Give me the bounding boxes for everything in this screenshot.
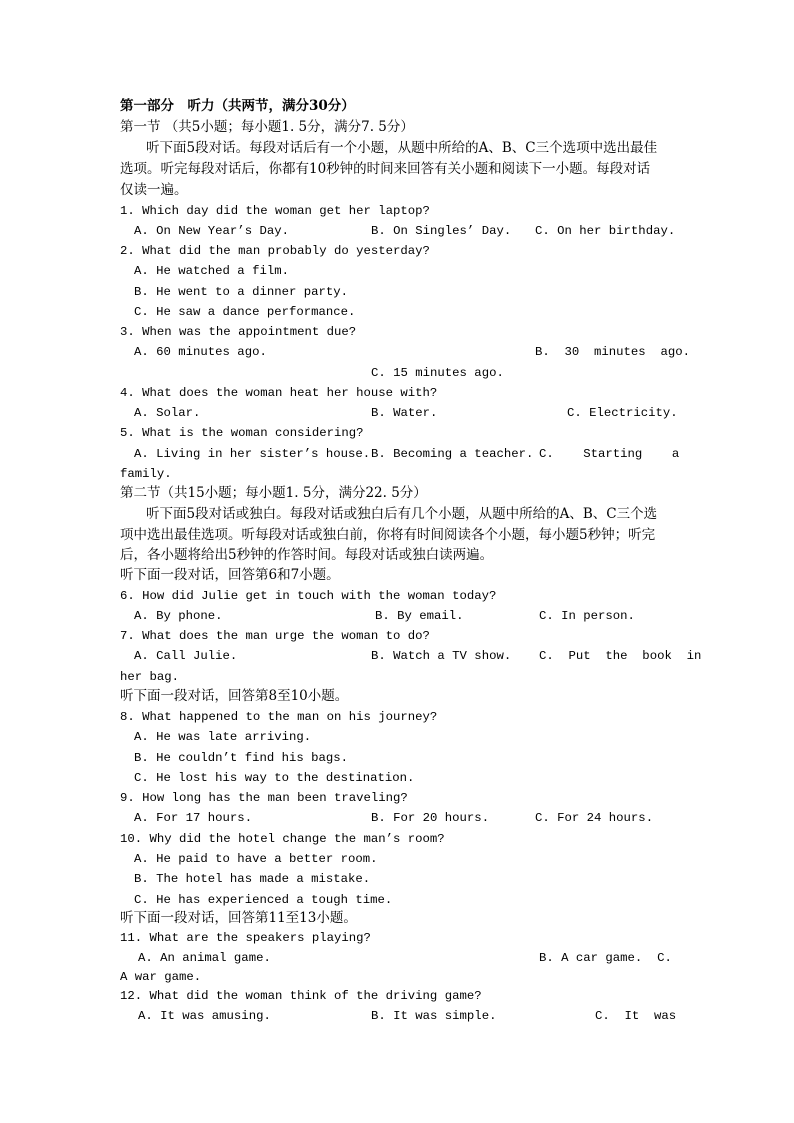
- question-3-stem: 3. When was the appointment due?: [120, 325, 357, 339]
- question-12-option-a: A. It was amusing.: [138, 1009, 271, 1023]
- question-11-option-b: B. A car game. C.: [539, 951, 672, 965]
- question-11-option-a: A. An animal game.: [138, 951, 271, 965]
- question-10-option-a: A. He paid to have a better room.: [134, 852, 378, 866]
- group-heading: 听下面一段对话，回答第6和7小题。: [120, 567, 340, 583]
- question-3-option-a: A. 60 minutes ago.: [134, 345, 267, 359]
- question-12-stem: 12. What did the woman think of the driving game?: [120, 989, 482, 1003]
- question-1-option-b: B. On Singles’ Day.: [371, 224, 512, 238]
- question-6-option-b: B. By email.: [375, 609, 464, 623]
- question-12-option-b: B. It was simple.: [371, 1009, 497, 1023]
- question-7-stem: 7. What does the man urge the woman to do?: [120, 629, 430, 643]
- question-8-stem: 8. What happened to the man on his journey?: [120, 710, 438, 724]
- question-2-option-c: C. He saw a dance performance.: [134, 305, 356, 319]
- section1-instructions-line: 选项。听完每段对话后，你都有10秒钟的时间来回答有关小题和阅读下一小题。每段对话: [120, 161, 651, 177]
- part-title: 第一部分 听力（共两节，满分30分）: [120, 98, 355, 114]
- question-10-option-c: C. He has experienced a tough time.: [134, 893, 393, 907]
- question-4-option-b: B. Water.: [371, 406, 438, 420]
- question-6-stem: 6. How did Julie get in touch with the woman today?: [120, 589, 497, 603]
- question-4-option-c: C. Electricity.: [567, 406, 678, 420]
- question-5-option-c: C. Starting a: [539, 447, 680, 461]
- group-heading: 听下面一段对话，回答第11至13小题。: [120, 910, 357, 926]
- question-11-stem: 11. What are the speakers playing?: [120, 931, 371, 945]
- section2-instructions-line: 听下面5段对话或独白。每段对话或独白后有几个小题，从题中所给的A、B、C三个选: [146, 506, 658, 522]
- question-5-option-b: B. Becoming a teacher.: [371, 447, 534, 461]
- question-2-option-a: A. He watched a film.: [134, 264, 289, 278]
- section2-instructions-line: 后，各小题将给出5秒钟的作答时间。每段对话或独白读两遍。: [120, 547, 494, 563]
- question-9-option-c: C. For 24 hours.: [535, 811, 654, 825]
- question-10-option-b: B. The hotel has made a mistake.: [134, 872, 371, 886]
- question-2-stem: 2. What did the man probably do yesterday?: [120, 244, 430, 258]
- question-9-option-b: B. For 20 hours.: [371, 811, 490, 825]
- question-7-option-b: B. Watch a TV show.: [371, 649, 512, 663]
- question-5-stem: 5. What is the woman considering?: [120, 426, 364, 440]
- question-12-option-c: C. It was: [595, 1009, 677, 1023]
- question-8-option-a: A. He was late arriving.: [134, 730, 312, 744]
- question-1-option-c: C. On her birthday.: [535, 224, 676, 238]
- question-1-option-a: A. On New Year’s Day.: [134, 224, 289, 238]
- question-7-option-c-continued: her bag.: [120, 670, 180, 684]
- question-8-option-c: C. He lost his way to the destination.: [134, 771, 415, 785]
- section1-instructions-line: 仅读一遍。: [120, 182, 188, 198]
- section2-instructions-line: 项中选出最佳选项。听每段对话或独白前，你将有时间阅读各个小题，每小题5秒钟；听完: [120, 527, 656, 543]
- question-6-option-a: A. By phone.: [134, 609, 223, 623]
- question-5-option-a: A. Living in her sister’s house.: [134, 447, 371, 461]
- question-6-option-c: C. In person.: [539, 609, 635, 623]
- question-8-option-b: B. He couldn’t find his bags.: [134, 751, 349, 765]
- question-11-option-c-continued: A war game.: [120, 970, 202, 984]
- question-4-stem: 4. What does the woman heat her house with?: [120, 386, 438, 400]
- question-3-option-b: B. 30 minutes ago.: [535, 345, 690, 359]
- question-4-option-a: A. Solar.: [134, 406, 201, 420]
- section1-instructions-line: 听下面5段对话。每段对话后有一个小题，从题中所给的A、B、C三个选项中选出最佳: [146, 140, 658, 156]
- section1-heading: 第一节 （共5小题；每小题1. 5分，满分7. 5分）: [120, 119, 414, 135]
- question-7-option-a: A. Call Julie.: [134, 649, 238, 663]
- question-1-stem: 1. Which day did the woman get her laptop?: [120, 204, 430, 218]
- question-3-option-c: C. 15 minutes ago.: [371, 366, 504, 380]
- question-9-option-a: A. For 17 hours.: [134, 811, 253, 825]
- question-2-option-b: B. He went to a dinner party.: [134, 285, 349, 299]
- question-5-option-c-continued: family.: [120, 467, 172, 481]
- question-7-option-c: C. Put the book in: [539, 649, 702, 663]
- section2-heading: 第二节（共15小题；每小题1. 5分，满分22. 5分）: [120, 485, 427, 501]
- question-10-stem: 10. Why did the hotel change the man’s room?: [120, 832, 445, 846]
- group-heading: 听下面一段对话，回答第8至10小题。: [120, 688, 349, 704]
- question-9-stem: 9. How long has the man been traveling?: [120, 791, 408, 805]
